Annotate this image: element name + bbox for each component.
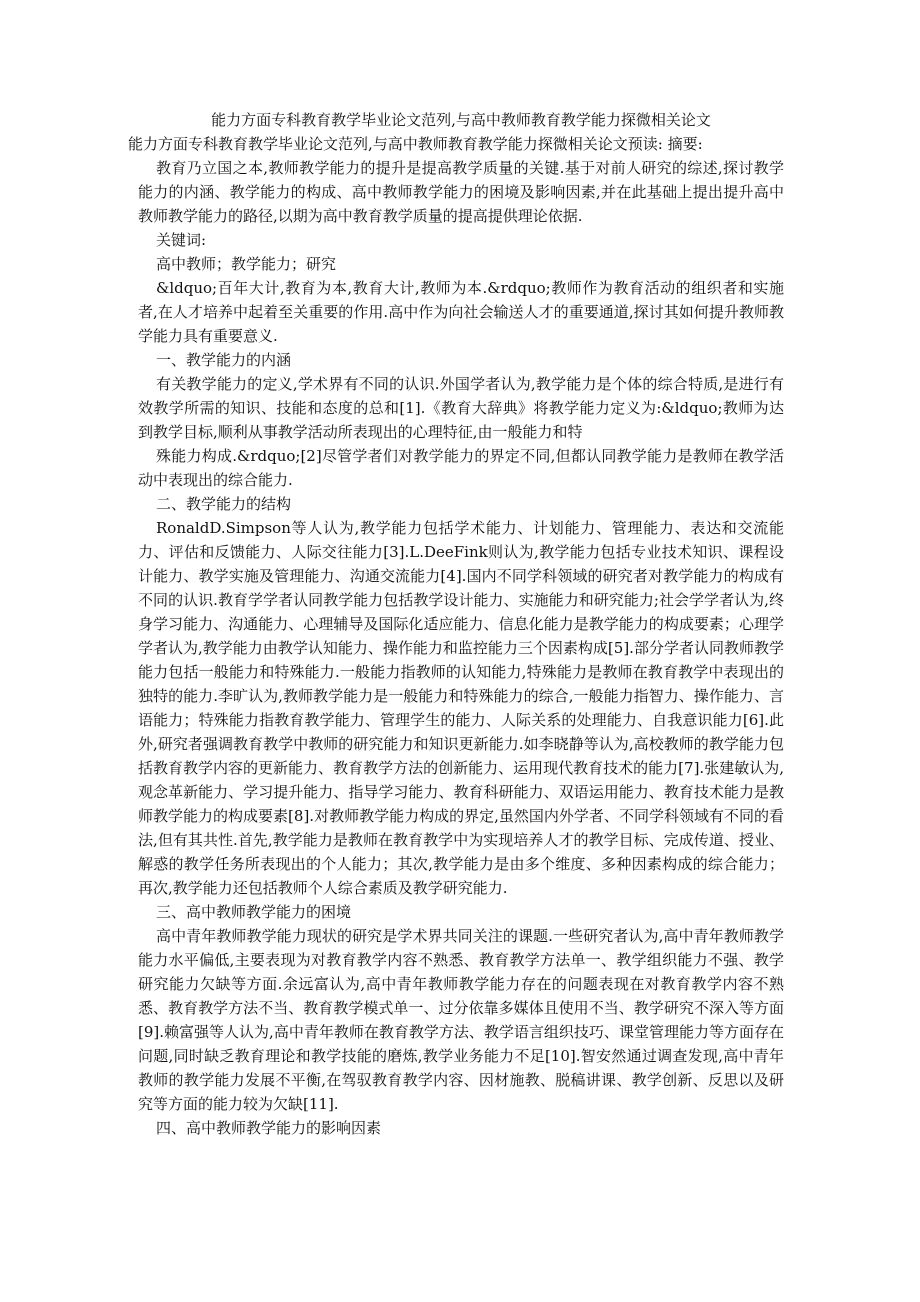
document-title: 能力方面专科教育教学毕业论文范列,与高中教师教育教学能力探微相关论文 [211,111,711,129]
abstract-paragraph: 教育乃立国之本,教师教学能力的提升是提高教学质量的关键.基于对前人研究的综述,探讨教学能力的内涵、教学能力的构成、高中教师教学能力的困境及影响因素,并在此基础上提出提升高中教师教学能力的路径,以期为高中教育教学质量的提高提供理论依据. [138,159,784,225]
keywords-list: 高中教师；教学能力；研究 [156,255,337,273]
intro-paragraph: &ldquo;百年大计,教育为本,教育大计,教师为本.&rdquo;教师作为教育活动的组织者和实施者,在人才培养中起着至关重要的作用.高中作为向社会输送人才的重要通道,探讨其如何提升教师教学能力具有重要意义. [138,279,784,345]
section-heading-1: 一、教学能力的内涵 [156,351,292,369]
preview-line: 能力方面专科教育教学毕业论文范列,与高中教师教育教学能力探微相关论文预读: 摘要: [128,135,703,153]
section-1-paragraph-a: 有关教学能力的定义,学术界有不同的认识.外国学者认为,教学能力是个体的综合特质,是进行有效教学所需的知识、技能和态度的总和[1].《教育大辞典》将教学能力定义为:&ldquo;教师为达到教学目标,顺利从事教学活动所表现出的心理特征,由一般能力和特 [138,375,784,441]
section-2-paragraph: RonaldD.Simpson等人认为,教学能力包括学术能力、计划能力、管理能力、表达和交流能力、评估和反馈能力、人际交往能力[3].L.DeeFink则认为,教学能力包括专业技术知识、课程设计能力、教学实施及管理能力、沟通交流能力[4].国内不同学科领域的研究者对教学能力的构成有不同的认识.教育学学者认同教学能力包括教学设计能力、实施能力和研究能力;社会学学者认为,终身学习能力、沟通能力、心理辅导及国际化适应能力、信息化能力是教学能力的构成要素；心理学学者认为,教学能力由教学认知能力、操作能力和监控能力三个因素构成[5].部分学者认同教师教学能力包括一般能力和特殊能力.一般能力指教师的认知能力,特殊能力是教师在教育教学中表现出的独特的能力.李旷认为,教师教学能力是一般能力和特殊能力的综合,一般能力指智力、操作能力、言语能力；特殊能力指教育教学能力、管理学生的能力、人际关系的处理能力、自我意识能力[6].此外,研究者强调教育教学中教师的研究能力和知识更新能力.如李晓静等认为,高校教师的教学能力包括教育教学内容的更新能力、教育教学方法的创新能力、运用现代教育技术的能力[7].张建敏认为,观念革新能力、学习提升能力、指导学习能力、教育科研能力、双语运用能力、教育技术能力是教师教学能力的构成要素[8].对教师教学能力构成的界定,虽然国内外学者、不同学科领域有不同的看法,但有其共性.首先,教学能力是教师在教育教学中为实现培养人才的教学目标、完成传道、授业、解惑的教学任务所表现出的个人能力；其次,教学能力是由多个维度、多种因素构成的综合能力；再次,教学能力还包括教师个人综合素质及教学研究能力. [138,519,784,897]
section-1-paragraph-b: 殊能力构成.&rdquo;[2]尽管学者们对教学能力的界定不同,但都认同教学能力是教师在教学活动中表现出的综合能力. [138,447,784,489]
section-heading-3: 三、高中教师教学能力的困境 [156,903,352,921]
section-3-paragraph: 高中青年教师教学能力现状的研究是学术界共同关注的课题.一些研究者认为,高中青年教师教学能力水平偏低,主要表现为对教育教学内容不熟悉、教育教学方法单一、教学组织能力不强、教学研究能力欠缺等方面.余远富认为,高中青年教师教学能力存在的问题表现在对教育教学内容不熟悉、教育教学方法不当、教育教学模式单一、过分依靠多媒体且使用不当、教学研究不深入等方面[9].赖富强等人认为,高中青年教师在教育教学方法、教学语言组织技巧、课堂管理能力等方面存在问题,同时缺乏教育理论和教学技能的磨炼,教学业务能力不足[10].智安然通过调查发现,高中青年教师的教学能力发展不平衡,在驾驭教育教学内容、因材施教、脱稿讲课、教学创新、反思以及研究等方面的能力较为欠缺[11]. [138,927,784,1113]
section-heading-4: 四、高中教师教学能力的影响因素 [156,1119,382,1137]
document-body [128,108,784,1140]
keywords-label: 关键词: [156,231,207,249]
section-heading-2: 二、教学能力的结构 [156,495,292,513]
